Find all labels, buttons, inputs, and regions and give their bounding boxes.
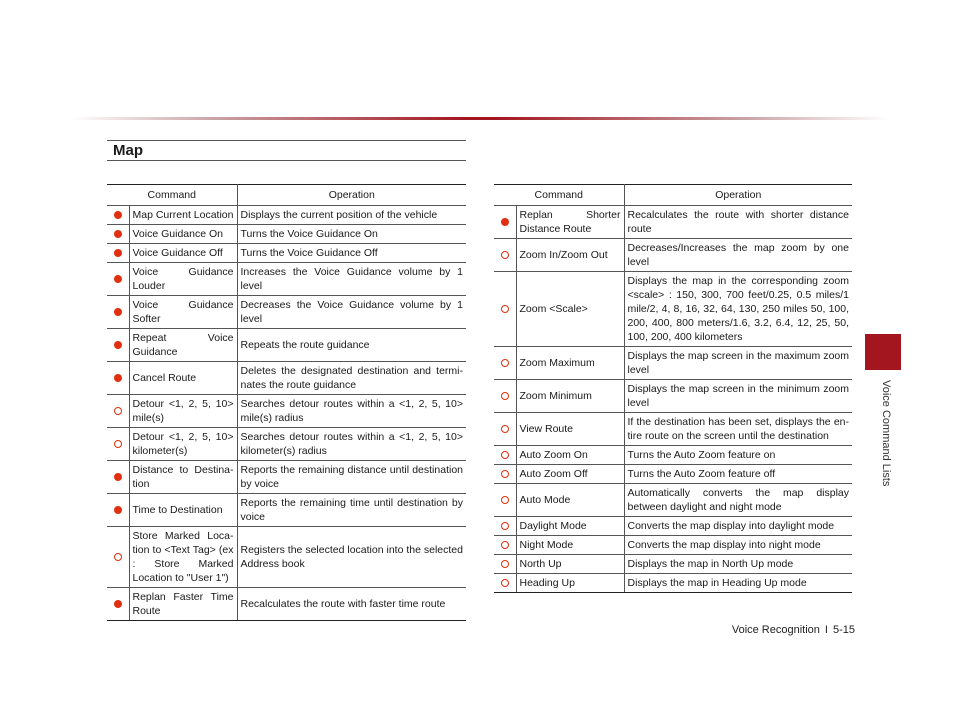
table-row (494, 380, 852, 413)
page-number: 5-15 (832, 624, 855, 636)
icon-cell (107, 494, 129, 527)
operation-cell: Reports the remaining time until destination by voice (237, 494, 466, 527)
outline-circle-icon (501, 305, 509, 313)
icon-cell (494, 465, 516, 484)
table-row (494, 536, 852, 555)
table-row (107, 329, 466, 362)
filled-circle-icon (114, 275, 122, 283)
filled-circle-icon (114, 473, 122, 481)
table-row (107, 395, 466, 428)
command-cell: Detour <1, 2, 5, 10> kilometer(s) (129, 428, 237, 461)
filled-circle-icon (114, 341, 122, 349)
outline-circle-icon (501, 579, 509, 587)
operation-cell: Deletes the designated destination and termi-nates the route guidance (237, 362, 466, 395)
chapter-tab (865, 334, 901, 370)
command-cell: Replan Faster Time Route (129, 588, 237, 621)
icon-cell (494, 484, 516, 517)
filled-circle-icon (114, 506, 122, 514)
outline-circle-icon (501, 470, 509, 478)
footer-section: Voice Recognition (731, 624, 820, 636)
command-cell: Auto Zoom On (516, 446, 624, 465)
icon-cell (107, 428, 129, 461)
outline-circle-icon (501, 451, 509, 459)
command-cell: Heading Up (516, 574, 624, 593)
command-cell: Zoom <Scale> (516, 272, 624, 347)
operation-cell: If the destination has been set, displays the en-tire route on the screen until the destination (624, 413, 852, 446)
table-row (107, 428, 466, 461)
outline-circle-icon (501, 541, 509, 549)
table-row (494, 484, 852, 517)
header-rule (70, 117, 890, 120)
table-row (107, 362, 466, 395)
table-row (494, 206, 852, 239)
command-cell: Night Mode (516, 536, 624, 555)
table-row (107, 527, 466, 588)
icon-cell (107, 395, 129, 428)
command-cell: Repeat Voice Guidance (129, 329, 237, 362)
icon-cell (107, 225, 129, 244)
filled-circle-icon (114, 374, 122, 382)
operation-cell: Registers the selected location into the selected Address book (237, 527, 466, 588)
command-cell: Auto Mode (516, 484, 624, 517)
operation-cell: Reports the remaining distance until destination by voice (237, 461, 466, 494)
command-header: Command (494, 185, 624, 206)
operation-cell: Displays the map in Heading Up mode (624, 574, 852, 593)
icon-cell (107, 588, 129, 621)
icon-cell (494, 446, 516, 465)
command-cell: Replan Shorter Distance Route (516, 206, 624, 239)
operation-cell: Converts the map display into night mode (624, 536, 852, 555)
right-command-table (494, 184, 852, 593)
filled-circle-icon (114, 600, 122, 608)
table-row (494, 555, 852, 574)
icon-cell (494, 347, 516, 380)
icon-cell (494, 380, 516, 413)
operation-cell: Displays the map in the corresponding zoom <scale> : 150, 300, 700 feet/0.25, 0.5 miles/1 mile/2, 4, 8, 16, 32, 64, 130, 250 miles 50, 100, 200, 400, 800 meters/1.6, 3.2, 6.4, 12, 25, 50, 100, 200, 400 kilometers (624, 272, 852, 347)
command-cell: North Up (516, 555, 624, 574)
icon-cell (494, 206, 516, 239)
table-row (107, 461, 466, 494)
outline-circle-icon (114, 407, 122, 415)
icon-cell (107, 296, 129, 329)
right-table-body (494, 206, 852, 593)
operation-header: Operation (624, 185, 852, 206)
operation-header: Operation (237, 185, 466, 206)
operation-cell: Recalculates the route with faster time route (237, 588, 466, 621)
command-cell: Auto Zoom Off (516, 465, 624, 484)
icon-cell (107, 527, 129, 588)
table-row (107, 494, 466, 527)
icon-cell (494, 555, 516, 574)
table-row (494, 574, 852, 593)
command-cell: Voice Guidance Louder (129, 263, 237, 296)
operation-cell: Displays the map screen in the minimum zoom level (624, 380, 852, 413)
table-row (107, 225, 466, 244)
operation-cell: Searches detour routes within a <1, 2, 5, 10> mile(s) radius (237, 395, 466, 428)
outline-circle-icon (114, 553, 122, 561)
table-row (494, 239, 852, 272)
outline-circle-icon (501, 425, 509, 433)
outline-circle-icon (114, 440, 122, 448)
operation-cell: Turns the Auto Zoom feature on (624, 446, 852, 465)
filled-circle-icon (114, 211, 122, 219)
command-cell: Zoom In/Zoom Out (516, 239, 624, 272)
side-label: Voice Command Lists (880, 380, 892, 487)
command-cell: Voice Guidance On (129, 225, 237, 244)
table-row (494, 465, 852, 484)
icon-cell (107, 461, 129, 494)
operation-cell: Repeats the route guidance (237, 329, 466, 362)
command-cell: Daylight Mode (516, 517, 624, 536)
table-row (107, 296, 466, 329)
filled-circle-icon (114, 249, 122, 257)
outline-circle-icon (501, 392, 509, 400)
outline-circle-icon (501, 251, 509, 259)
operation-cell: Searches detour routes within a <1, 2, 5, 10> kilometer(s) radius (237, 428, 466, 461)
table-row (107, 244, 466, 263)
operation-cell: Displays the current position of the vehicle (237, 206, 466, 225)
table-row (494, 347, 852, 380)
icon-cell (494, 517, 516, 536)
icon-cell (107, 263, 129, 296)
table-row (494, 446, 852, 465)
icon-cell (494, 272, 516, 347)
operation-cell: Turns the Voice Guidance Off (237, 244, 466, 263)
operation-cell: Converts the map display into daylight mode (624, 517, 852, 536)
operation-cell: Decreases/Increases the map zoom by one level (624, 239, 852, 272)
command-cell: Store Marked Loca-tion to <Text Tag> (ex : Store Marked Location to "User 1") (129, 527, 237, 588)
footer-separator: I (824, 624, 828, 636)
command-cell: View Route (516, 413, 624, 446)
command-cell: Detour <1, 2, 5, 10> mile(s) (129, 395, 237, 428)
table-row (494, 272, 852, 347)
filled-circle-icon (114, 230, 122, 238)
icon-cell (494, 574, 516, 593)
operation-cell: Recalculates the route with shorter distance route (624, 206, 852, 239)
left-table-body (107, 206, 466, 621)
command-cell: Map Current Location (129, 206, 237, 225)
outline-circle-icon (501, 522, 509, 530)
table-row (107, 263, 466, 296)
command-cell: Time to Destination (129, 494, 237, 527)
operation-cell: Decreases the Voice Guidance volume by 1 level (237, 296, 466, 329)
section-title: Map (113, 142, 143, 159)
table-row (107, 206, 466, 225)
outline-circle-icon (501, 560, 509, 568)
operation-cell: Turns the Auto Zoom feature off (624, 465, 852, 484)
command-cell: Zoom Maximum (516, 347, 624, 380)
icon-cell (494, 239, 516, 272)
filled-circle-icon (114, 308, 122, 316)
table-row (494, 413, 852, 446)
command-cell: Voice Guidance Off (129, 244, 237, 263)
operation-cell: Displays the map screen in the maximum zoom level (624, 347, 852, 380)
table-row (494, 517, 852, 536)
operation-cell: Displays the map in North Up mode (624, 555, 852, 574)
page-footer (715, 624, 855, 636)
icon-cell (107, 206, 129, 225)
section-header (107, 140, 466, 161)
operation-cell: Turns the Voice Guidance On (237, 225, 466, 244)
command-header: Command (107, 185, 237, 206)
table-row (107, 588, 466, 621)
command-cell: Zoom Minimum (516, 380, 624, 413)
command-cell: Voice Guidance Softer (129, 296, 237, 329)
icon-cell (107, 329, 129, 362)
left-command-table (107, 184, 466, 621)
command-cell: Distance to Destina-tion (129, 461, 237, 494)
icon-cell (494, 413, 516, 446)
icon-cell (494, 536, 516, 555)
icon-cell (107, 362, 129, 395)
outline-circle-icon (501, 496, 509, 504)
operation-cell: Automatically converts the map display between daylight and night mode (624, 484, 852, 517)
filled-circle-icon (501, 218, 509, 226)
outline-circle-icon (501, 359, 509, 367)
icon-cell (107, 244, 129, 263)
operation-cell: Increases the Voice Guidance volume by 1 level (237, 263, 466, 296)
command-cell: Cancel Route (129, 362, 237, 395)
